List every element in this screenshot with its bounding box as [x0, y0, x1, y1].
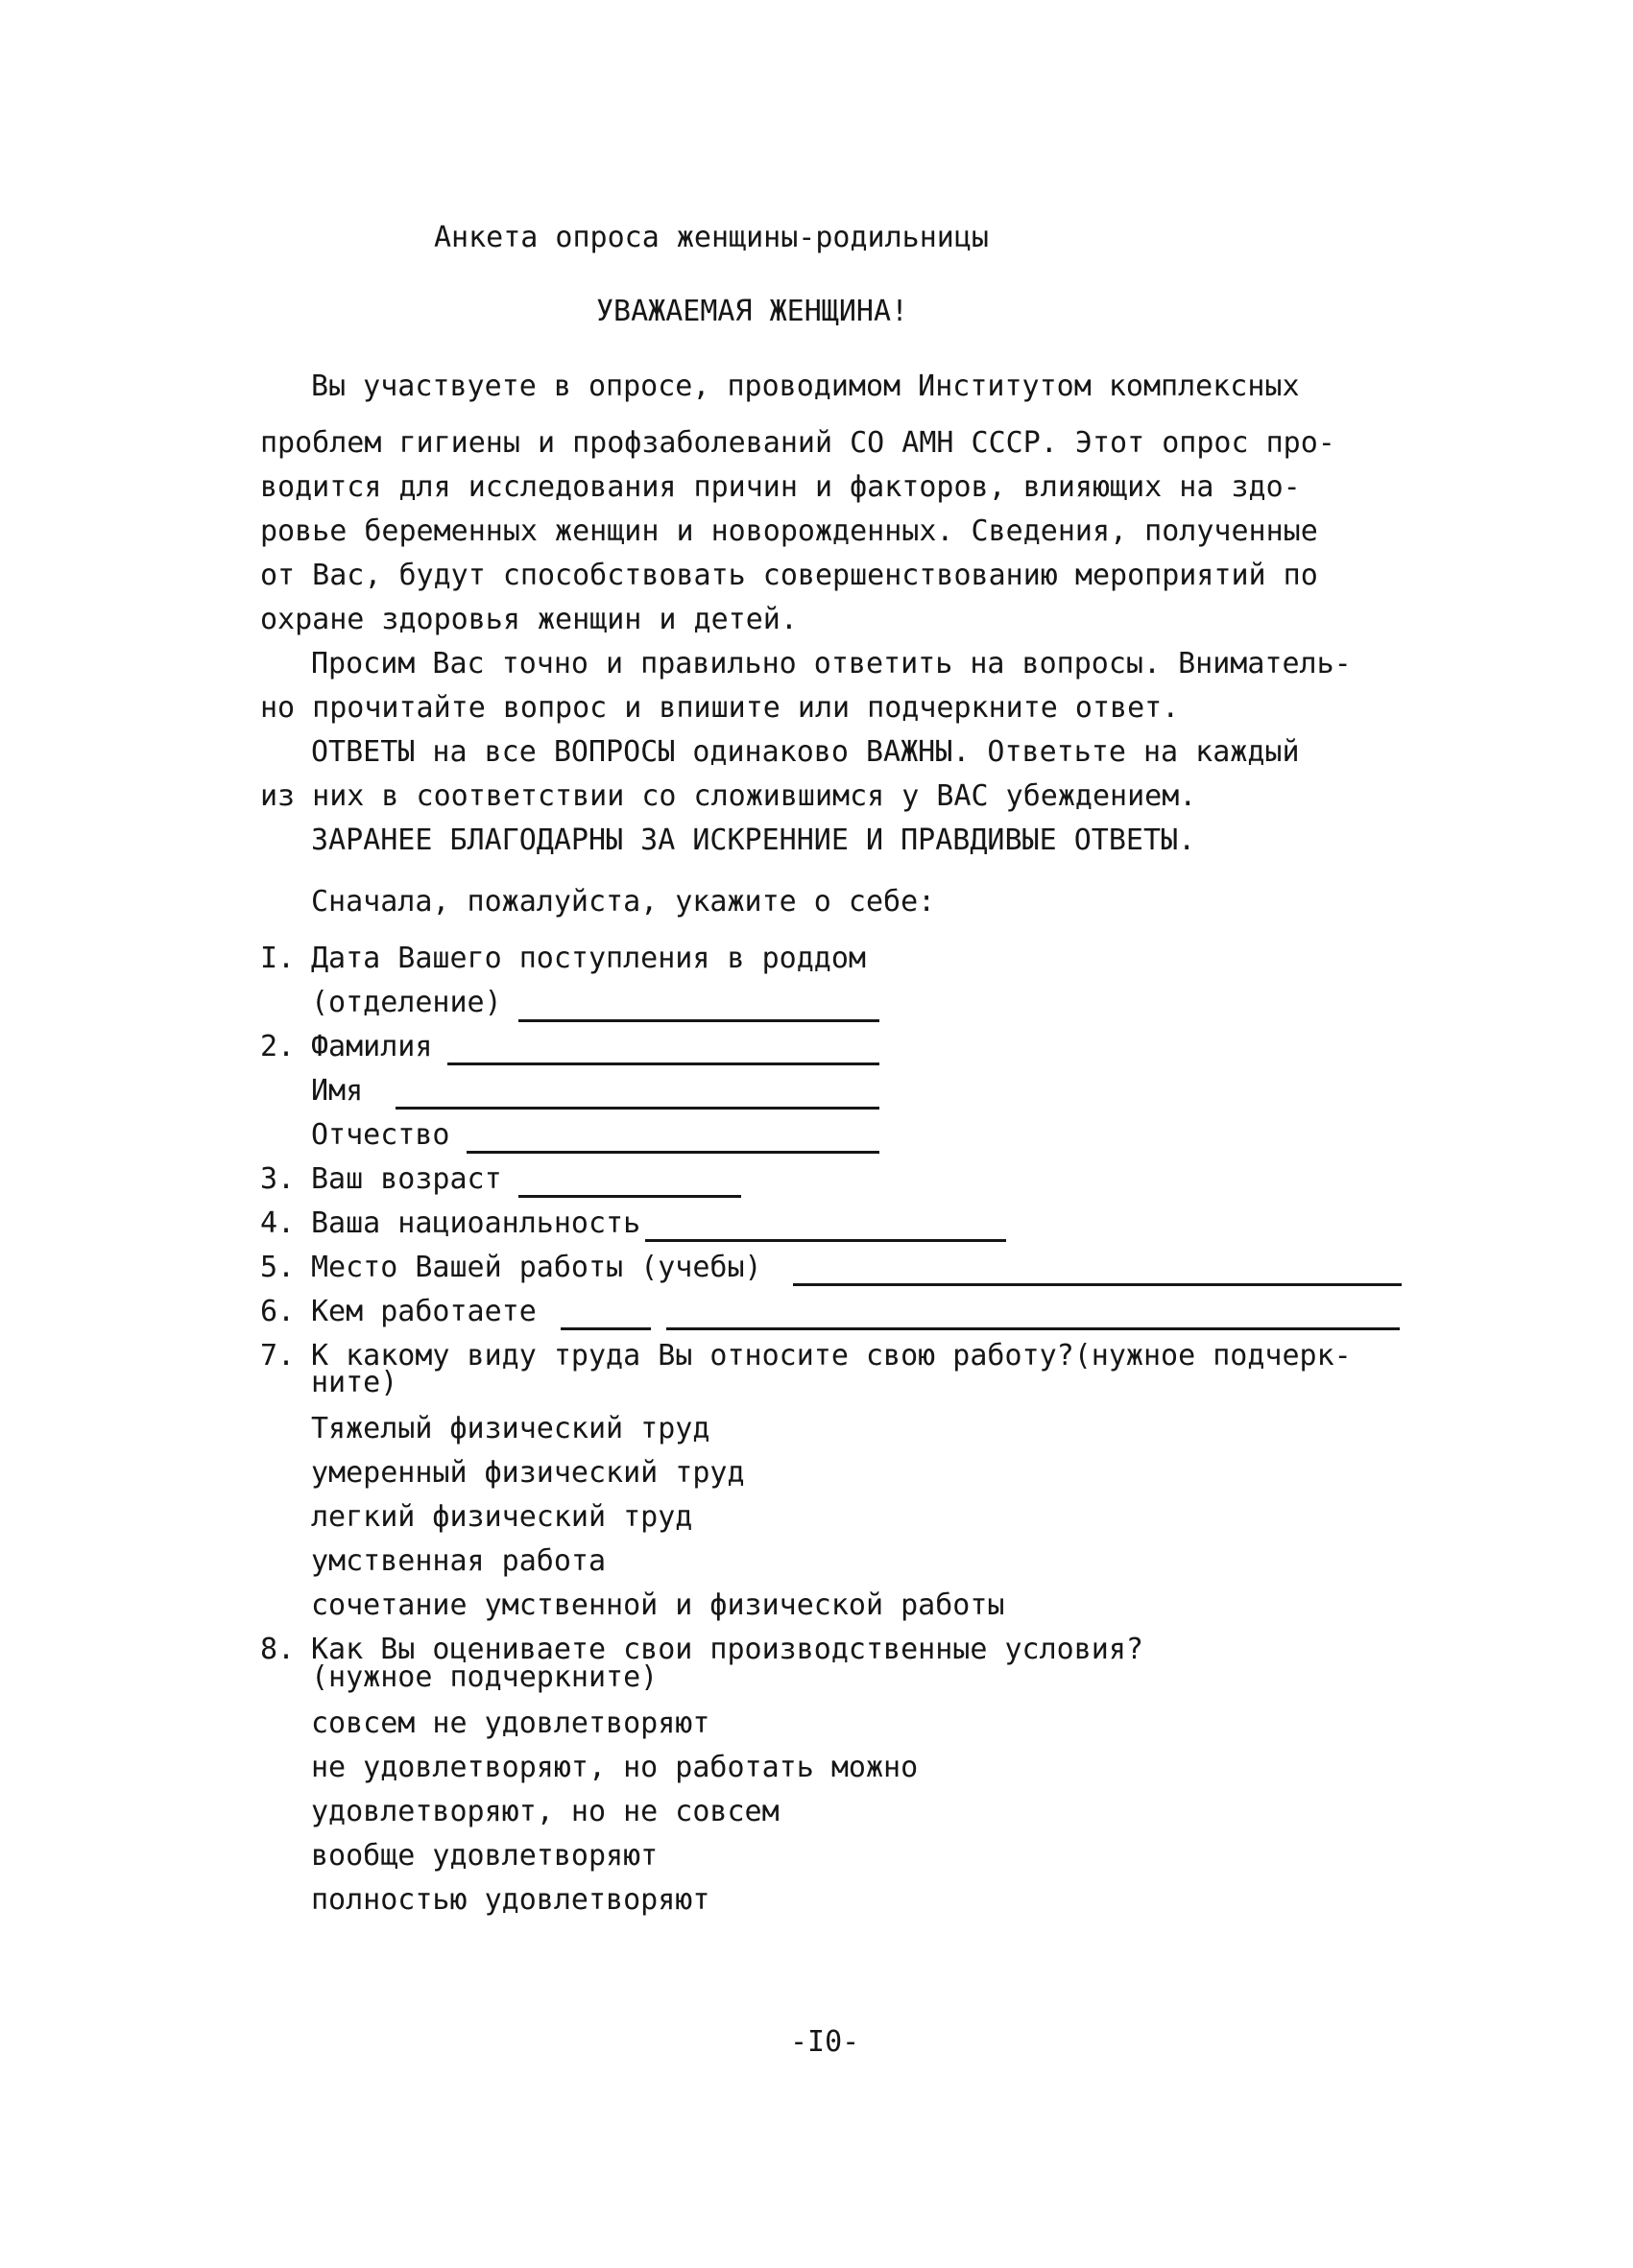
q8-option-1[interactable]: совсем не удовлетворяют	[311, 1707, 710, 1740]
intro-line-1: Вы участвуете в опросе, проводимом Институтом комплексных	[311, 370, 1300, 403]
q6-number: 6.	[260, 1295, 296, 1328]
q3-answer-line[interactable]	[518, 1195, 741, 1198]
q2-surname-line[interactable]	[447, 1062, 879, 1065]
q8-option-3[interactable]: удовлетворяют, но не совсем	[311, 1795, 780, 1828]
q8-number: 8.	[260, 1633, 296, 1666]
q1-number: I.	[260, 942, 296, 975]
q7-option-4[interactable]: умственная работа	[311, 1544, 607, 1578]
q2-patronymic-line[interactable]	[467, 1151, 879, 1154]
q3-number: 3.	[260, 1162, 296, 1196]
q8-option-2[interactable]: не удовлетворяют, но работать можно	[311, 1751, 919, 1784]
q6-answer-line-2[interactable]	[666, 1327, 1400, 1330]
intro-line-11: ЗАРАНЕЕ БЛАГОДАРНЫ ЗА ИСКРЕННИЕ И ПРАВДИВЫЕ ОТВЕТЫ.	[311, 824, 1196, 857]
q1-text: Дата Вашего поступления в роддом	[311, 942, 866, 975]
intro-line-2: проблем гигиены и профзаболеваний СО АМН СССР. Этот опрос про-	[260, 426, 1335, 460]
q8-option-4[interactable]: вообще удовлетворяют	[311, 1839, 659, 1873]
q7-option-2[interactable]: умеренный физический труд	[311, 1456, 745, 1490]
q7-number: 7.	[260, 1339, 296, 1373]
q2-name-label: Имя	[311, 1074, 364, 1108]
intro-line-3: водится для исследования причин и факторов, влияющих на здо-	[260, 470, 1301, 504]
q3-text: Ваш возраст	[311, 1162, 502, 1196]
page-title: Анкета опроса женщины-родильницы	[434, 221, 989, 254]
intro-line-10: из них в соответствии со сложившимся у ВАС убеждением.	[260, 779, 1197, 813]
q5-answer-line[interactable]	[793, 1283, 1402, 1286]
q7-option-5[interactable]: сочетание умственной и физической работы	[311, 1588, 1005, 1622]
intro-line-9: ОТВЕТЫ на все ВОПРОСЫ одинаково ВАЖНЫ. Ответьте на каждый	[311, 735, 1300, 769]
salutation: УВАЖАЕМАЯ ЖЕНЩИНА!	[596, 295, 909, 328]
q6-answer-line-1[interactable]	[561, 1327, 651, 1330]
intro-line-6: охране здоровья женщин и детей.	[260, 603, 798, 636]
q8-text: Как Вы оцениваете свои производственные условия?	[311, 1633, 1143, 1666]
q4-number: 4.	[260, 1206, 296, 1240]
q5-number: 5.	[260, 1251, 296, 1284]
page-number: -I0-	[790, 2025, 860, 2059]
q7-text-2: ните)	[311, 1366, 398, 1399]
q6-text: Кем работаете	[311, 1295, 537, 1328]
q4-text: Ваша нациоанльность	[311, 1206, 641, 1240]
lead-text: Сначала, пожалуйста, укажите о себе:	[311, 885, 936, 919]
intro-line-5: от Вас, будут способствовать совершенствованию мероприятий по	[260, 559, 1318, 592]
intro-line-4: ровье беременных женщин и новорожденных. Сведения, полученные	[260, 514, 1318, 548]
q2-name-line[interactable]	[396, 1107, 879, 1110]
intro-line-8: но прочитайте вопрос и впишите или подчеркните ответ.	[260, 691, 1180, 725]
q7-text: К какому виду труда Вы относите свою работу?(нужное подчерк-	[311, 1339, 1352, 1373]
q2-surname-label: Фамилия	[311, 1030, 433, 1063]
q5-text: Место Вашей работы (учебы)	[311, 1251, 762, 1284]
intro-line-7: Просим Вас точно и правильно ответить на вопросы. Вниматель-	[311, 647, 1352, 680]
q7-option-1[interactable]: Тяжелый физический труд	[311, 1412, 710, 1445]
q8-option-5[interactable]: полностью удовлетворяют	[311, 1883, 710, 1917]
q2-number: 2.	[260, 1030, 296, 1063]
q4-answer-line[interactable]	[645, 1239, 1006, 1242]
q8-text-2: (нужное подчеркните)	[311, 1660, 659, 1694]
q2-patronymic-label: Отчество	[311, 1118, 450, 1152]
q1-text-2: (отделение)	[311, 986, 502, 1019]
q7-option-3[interactable]: легкий физический труд	[311, 1500, 693, 1534]
q1-answer-line[interactable]	[518, 1019, 879, 1022]
